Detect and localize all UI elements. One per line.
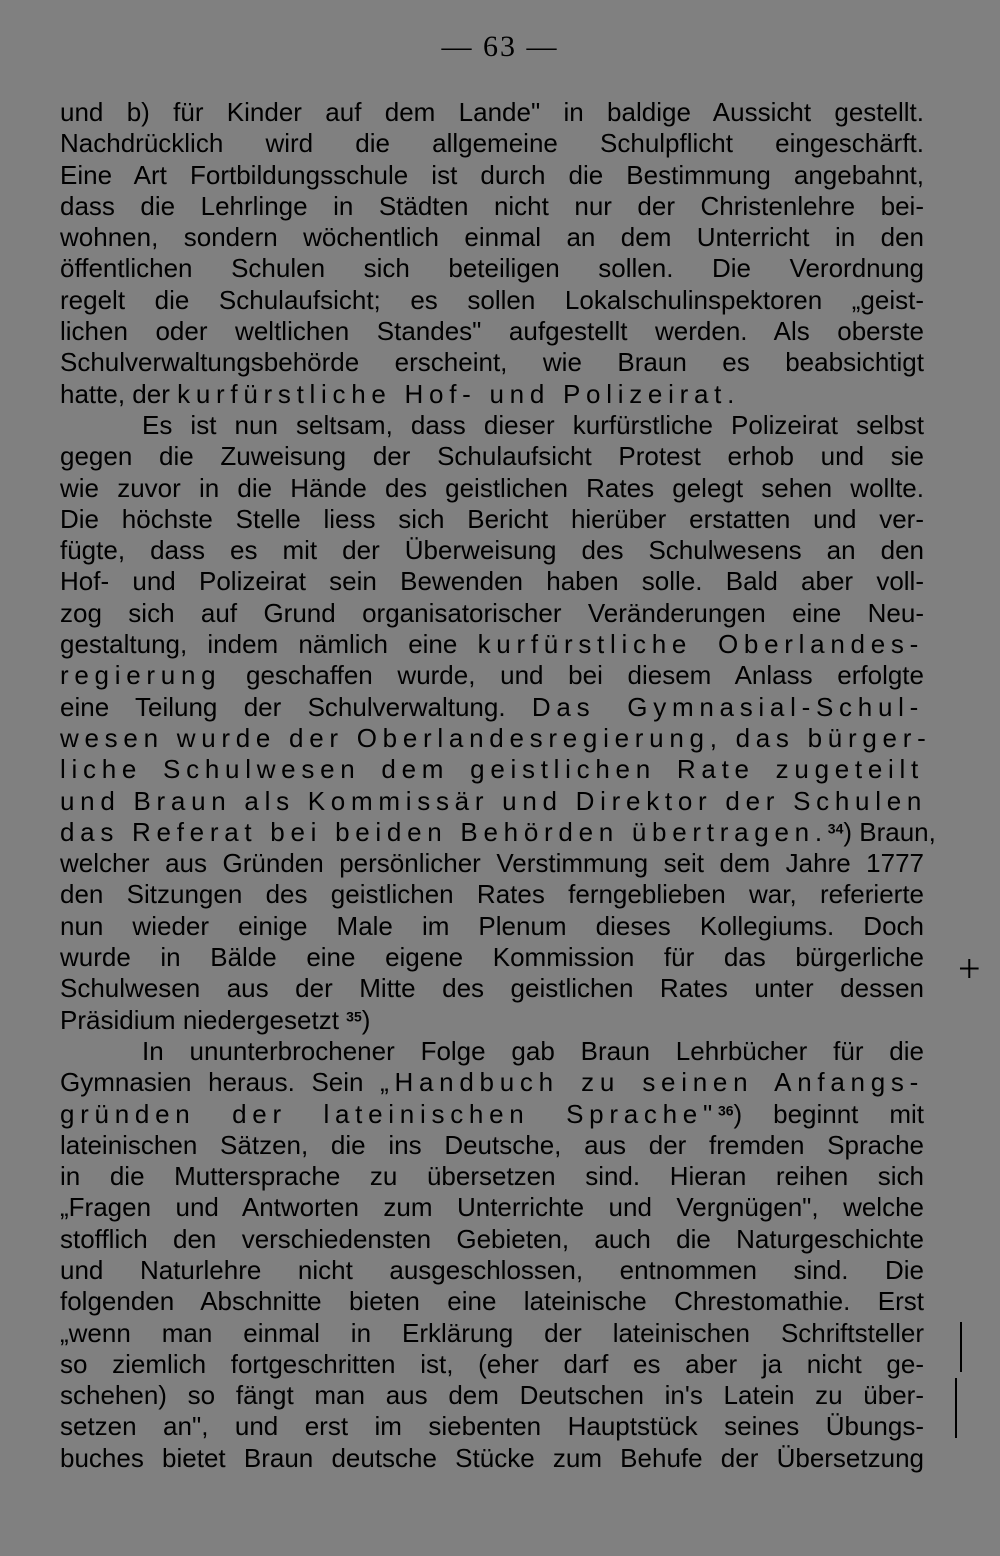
text-line: wie zuvor in die Hände des geistlichen Rates gelegt sehen wollte. — [60, 472, 924, 503]
text-line: dass die Lehrlinge in Städten nicht nur der Christenlehre bei- — [60, 190, 924, 221]
text-line: lichen oder weltlichen Standes" aufgestellt werden. Als oberste — [60, 316, 924, 347]
footnote-marker: 36 — [717, 1101, 734, 1118]
emphasized-text: regierung — [60, 660, 222, 691]
text-line: wurde in Bälde eine eigene Kommission für das bürgerliche — [60, 942, 924, 973]
margin-line-mark — [955, 1378, 957, 1438]
line-fragment: ) Braun, — [843, 816, 936, 847]
emphasized-text: Das Gymnasial-Schul- — [531, 691, 925, 722]
text-line: Schulwesen aus der Mitte des geistlichen Rates unter dessen — [60, 973, 924, 1004]
text-line — [60, 379, 924, 410]
text-line: welcher aus Gründen persönlicher Verstimmung seit dem Jahre 1777 — [60, 848, 924, 879]
emphasized-text: „Handbuch zu seinen Anfangs- — [380, 1067, 924, 1098]
text-line: den Sitzungen des geistlichen Rates ferngeblieben war, referierte — [60, 879, 924, 910]
text-line: und b) für Kinder auf dem Lande" in baldige Aussicht gestellt. — [60, 97, 924, 127]
footnote-marker: 35 — [346, 1007, 362, 1024]
line-fragment: ) beginnt mit — [733, 1098, 924, 1129]
text-line — [60, 1067, 924, 1098]
text-line — [60, 1005, 924, 1036]
line-fragment: hatte, der — [60, 378, 170, 409]
text-line: fügte, dass es mit der Überweisung des Schulwesens an den — [60, 535, 924, 566]
emphasized-line: und Braun als Kommissär und Direktor der Schulen — [60, 785, 928, 816]
line-fragment: Präsidium niedergesetzt — [60, 1004, 339, 1035]
text-line: stofflich den verschiedensten Gebieten, auch die Naturgeschichte — [60, 1223, 924, 1254]
text-line: Die höchste Stelle liess sich Bericht hierüber erstatten und ver- — [60, 503, 924, 534]
text-line: wohnen, sondern wöchentlich einmal an dem Unterricht in den — [60, 222, 924, 253]
emphasized-line: liche Schulwesen dem geistlichen Rate zugeteilt — [60, 754, 924, 785]
text-line: nun wieder einige Male im Plenum dieses Kollegiums. Doch — [60, 910, 924, 941]
text-line — [60, 816, 936, 848]
document-body — [60, 97, 936, 1474]
line-fragment: gestaltung, indem nämlich eine — [60, 629, 458, 660]
text-line: Schulverwaltungsbehörde erscheint, wie Braun es beabsichtigt — [60, 347, 924, 378]
emphasized-text: gründen der lateinischen Sprache" — [60, 1098, 718, 1129]
line-fragment: geschaffen wurde, und bei diesem Anlass erfolgte — [246, 660, 924, 691]
line-fragment: eine Teilung der Schulverwaltung. — [60, 691, 506, 722]
text-line: schehen) so fängt man aus dem Deutschen in's Latein zu über- — [60, 1380, 924, 1411]
text-line — [60, 692, 924, 723]
text-line: und Naturlehre nicht ausgeschlossen, entnommen sind. Die — [60, 1254, 924, 1285]
text-line: folgenden Abschnitte bieten eine lateinische Chrestomathie. Erst — [60, 1286, 924, 1317]
text-line: Nachdrücklich wird die allgemeine Schulpflicht eingeschärft. — [60, 128, 924, 159]
text-line: buches bietet Braun deutsche Stücke zum Behufe der Übersetzung — [60, 1442, 924, 1473]
emphasized-text: das Referat bei beiden Behörden übertragen. — [60, 816, 828, 847]
text-line: Hof- und Polizeirat sein Bewenden haben solle. Bald aber voll- — [60, 566, 924, 597]
text-line: lateinischen Sätzen, die ins Deutsche, aus der fremden Sprache — [60, 1129, 924, 1160]
paragraph-start: Es ist nun seltsam, dass dieser kurfürstliche Polizeirat selbst — [142, 409, 924, 440]
emphasized-text: kurfürstliche Hof- und Polizeirat. — [177, 378, 741, 409]
emphasized-text: kurfürstliche Oberlandes- — [477, 629, 924, 660]
paragraph-start: In ununterbrochener Folge gab Braun Lehrbücher für die — [142, 1035, 924, 1066]
emphasized-line: wesen wurde der Oberlandesregierung, das bürger- — [60, 722, 932, 753]
text-line — [60, 629, 924, 660]
text-line: gegen die Zuweisung der Schulaufsicht Protest erhob und sie — [60, 441, 924, 472]
text-line: „Fragen und Antworten zum Unterrichte und Vergnügen", welche — [60, 1192, 924, 1223]
text-line: setzen an", und erst im siebenten Hauptstück seines Übungs- — [60, 1411, 924, 1442]
text-line: so ziemlich fortgeschritten ist, (eher darf es aber ja nicht ge- — [60, 1348, 924, 1379]
margin-cross-mark: + — [958, 946, 981, 991]
text-line — [60, 660, 924, 691]
text-line: Eine Art Fortbildungsschule ist durch die Bestimmung angebahnt, — [60, 159, 924, 190]
text-line — [60, 1099, 924, 1130]
text-line: regelt die Schulaufsicht; es sollen Lokalschulinspektoren „geist- — [60, 284, 924, 315]
footnote-marker: 34 — [827, 820, 844, 837]
page-number: — 63 — — [441, 30, 559, 63]
text-line: „wenn man einmal in Erklärung der lateinischen Schriftsteller — [60, 1317, 924, 1348]
margin-line-mark — [960, 1322, 962, 1372]
text-line: zog sich auf Grund organisatorischer Veränderungen eine Neu- — [60, 597, 924, 628]
text-line: in die Muttersprache zu übersetzen sind. Hieran reihen sich — [60, 1161, 924, 1192]
line-fragment: Gymnasien heraus. Sein — [60, 1067, 364, 1098]
text-line: öffentlichen Schulen sich beteiligen sollen. Die Verordnung — [60, 253, 924, 284]
line-fragment: ) — [361, 1004, 371, 1035]
